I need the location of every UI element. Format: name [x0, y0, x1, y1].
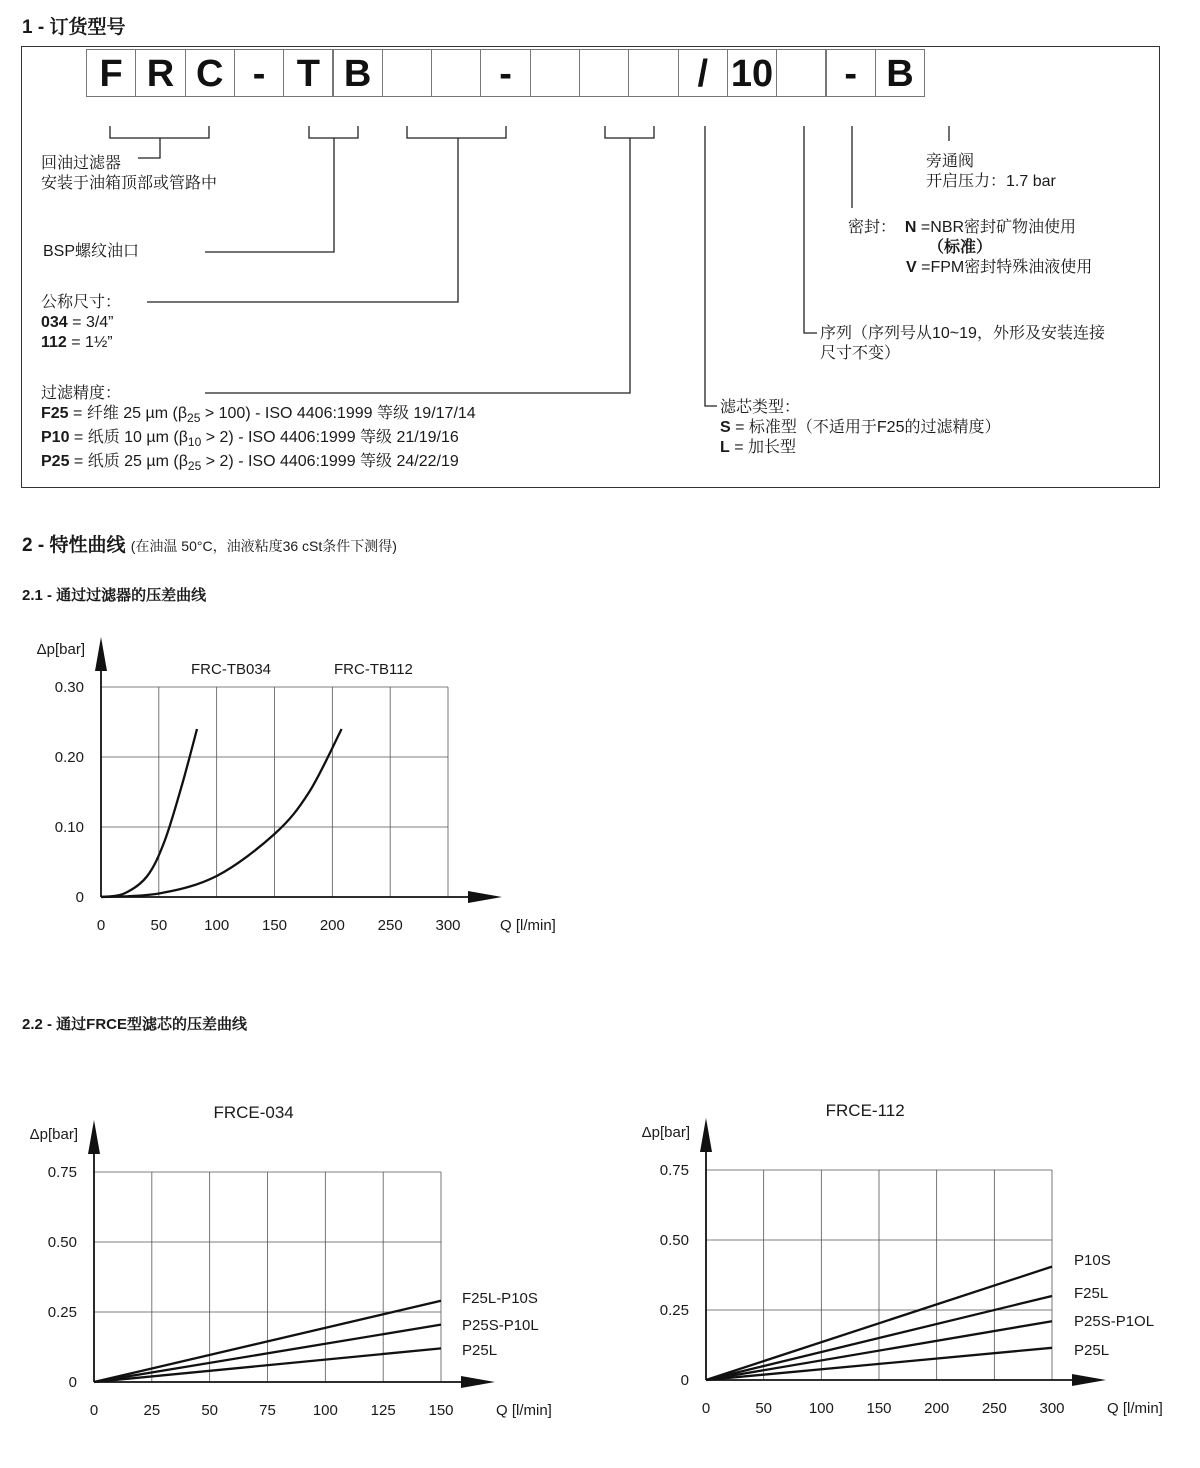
element-row: L = 加长型 [720, 439, 797, 456]
x-axis-label: Q [l/min] [500, 917, 556, 934]
section-1-title: 1 - 订货型号 [22, 17, 126, 38]
size-row: 112 = 1½” [41, 334, 113, 351]
code-cell: B [875, 49, 925, 97]
x-tick-label: 125 [370, 1402, 396, 1419]
filter-type-line-1: 回油过滤器 [41, 155, 122, 172]
x-tick-label: 300 [435, 917, 461, 934]
seal-row-n: 密封： N =NBR密封矿物油使用 [848, 219, 1077, 236]
x-tick-label: 50 [150, 917, 168, 934]
code-cell: R [135, 49, 185, 97]
code-cell: B [333, 49, 383, 97]
y-tick-label: 0.20 [54, 749, 84, 766]
y-tick-label: 0.50 [47, 1234, 77, 1251]
x-tick-label: 250 [377, 917, 403, 934]
size-title: 公称尺寸： [41, 294, 122, 311]
x-tick-label: 50 [755, 1400, 773, 1417]
y-tick-label: 0 [68, 1374, 77, 1391]
code-cell: F [86, 49, 136, 97]
y-axis-label: Δp[bar] [641, 1124, 690, 1141]
series-line-1: 序列（序列号从10~19，外形及安装连接 [820, 325, 1105, 342]
series-label: P10S [1074, 1252, 1111, 1269]
y-tick-label: 0.25 [659, 1302, 689, 1319]
x-tick-label: 50 [201, 1402, 219, 1419]
x-tick-label: 100 [204, 917, 230, 934]
seal-row-v: V =FPM密封特殊油液使用 [906, 259, 1093, 276]
series-label: P25S-P1OL [1074, 1313, 1155, 1330]
filter-type-line-2: 安装于油箱顶部或管路中 [41, 175, 218, 192]
seal-row-standard: （标准） [928, 239, 993, 256]
size-row: 034 = 3/4” [41, 314, 114, 331]
x-tick-label: 150 [428, 1402, 454, 1419]
code-cell: - [234, 49, 284, 97]
x-axis-arrow [1072, 1374, 1106, 1386]
chart-title: FRCE-034 [213, 1103, 294, 1122]
x-tick-label: 100 [808, 1400, 834, 1417]
y-tick-label: 0.10 [54, 819, 84, 836]
x-tick-label: 250 [981, 1400, 1007, 1417]
x-tick-label: 150 [261, 917, 288, 934]
section-2-1-title: 2.1 - 通过过滤器的压差曲线 [22, 587, 207, 604]
x-tick-label: 150 [866, 1400, 892, 1417]
bypass-line-1: 旁通阀 [926, 153, 975, 170]
code-cell: - [826, 49, 876, 97]
series-label: F25L [1074, 1285, 1109, 1302]
series-label: P25L [1074, 1342, 1110, 1359]
series-label: FRC-TB112 [334, 661, 413, 678]
accuracy-row: P10 = 纸质 10 µm $(\beta_{10} > 2)$ - ISO 4406:1999 等级 21/19/16 [41, 429, 459, 450]
y-tick-label: 0.50 [659, 1232, 689, 1249]
section-2-2-title: 2.2 - 通过FRCE型滤芯的压差曲线 [22, 1016, 248, 1033]
code-cell: - [480, 49, 530, 97]
y-axis-arrow [700, 1118, 712, 1152]
accuracy-row: F25 = 纤维 25 µm $(\beta_{25} > 100)$ - ISO 4406:1999 等级 19/17/14 [41, 405, 476, 426]
y-axis-label: Δp[bar] [36, 641, 85, 658]
code-cell: 10 [727, 49, 777, 97]
x-tick-label: 200 [924, 1400, 950, 1417]
series-label: FRC-TB034 [191, 661, 272, 678]
series-label: P25L [462, 1342, 498, 1359]
x-tick-label: 0 [89, 1402, 99, 1419]
section-2-heading: 2 - 特性曲线 [22, 535, 126, 556]
x-tick-label: 0 [701, 1400, 711, 1417]
y-tick-label: 0 [75, 889, 84, 906]
bsp-label: BSP螺纹油口 [43, 243, 140, 260]
element-title: 滤芯类型： [720, 399, 801, 416]
y-axis-label: Δp[bar] [29, 1126, 78, 1143]
x-axis-label: Q [l/min] [496, 1402, 552, 1419]
code-cell: T [283, 49, 333, 97]
y-tick-label: 0.75 [47, 1164, 77, 1181]
y-tick-label: 0.25 [47, 1304, 77, 1321]
section-2-note: (在油温 50°C，油液粘度36 cSt条件下测得) [130, 538, 397, 554]
series-label: P25S-P10L [462, 1317, 539, 1334]
chart-title: FRCE-112 [825, 1101, 905, 1120]
element-row: S = 标准型（不适用于F25的过滤精度） [720, 419, 1001, 436]
y-tick-label: 0.30 [54, 679, 84, 696]
x-axis-label: Q [l/min] [1107, 1400, 1163, 1417]
bypass-line-2: 开启压力：1.7 bar [926, 173, 1056, 190]
y-tick-label: 0 [680, 1372, 689, 1389]
series-label: F25L-P10S [462, 1290, 538, 1307]
x-tick-label: 300 [1039, 1400, 1065, 1417]
accuracy-row: P25 = 纸质 25 µm $(\beta_{25} > 2)$ - ISO 4406:1999 等级 24/22/19 [41, 453, 459, 474]
y-tick-label: 0.75 [659, 1162, 689, 1179]
code-cell: C [185, 49, 235, 97]
code-cell: / [678, 49, 728, 97]
series-line-2: 尺寸不变） [820, 345, 901, 362]
x-tick-label: 75 [259, 1402, 276, 1419]
x-tick-label: 0 [96, 917, 106, 934]
x-tick-label: 25 [143, 1402, 161, 1419]
x-tick-label: 200 [319, 917, 345, 934]
x-tick-label: 100 [312, 1402, 338, 1419]
accuracy-title: 过滤精度： [41, 385, 122, 402]
